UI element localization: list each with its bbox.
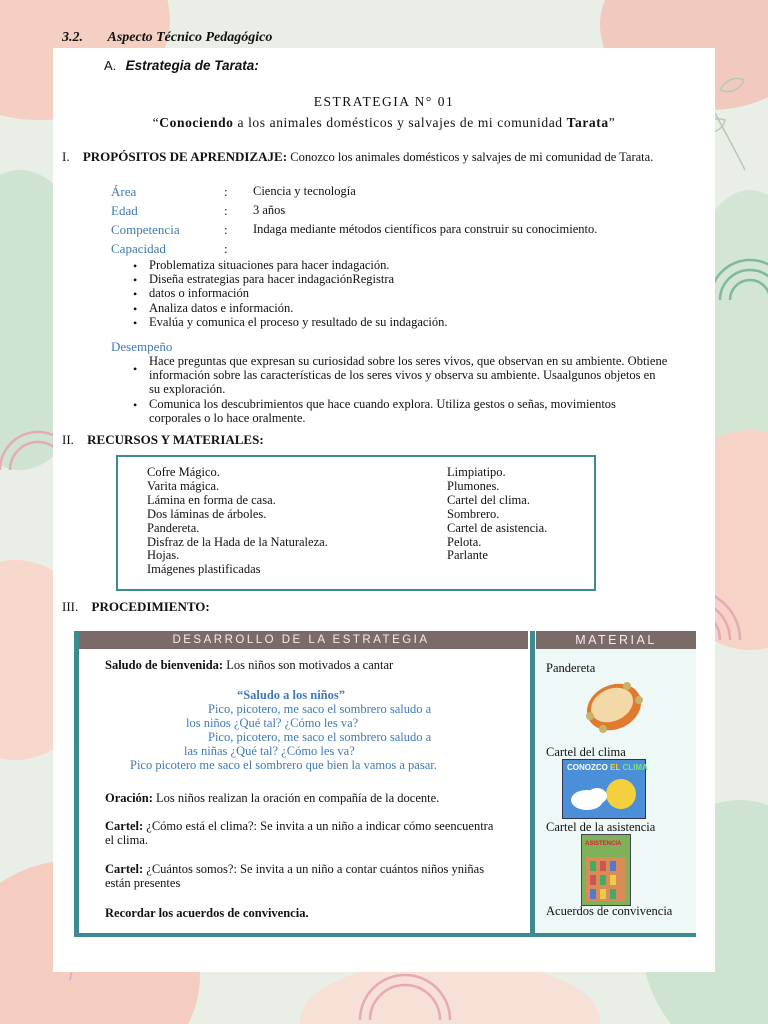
poster-text: ASISTENCIA: [585, 841, 622, 847]
list-item: • Problematiza situaciones para hacer indagación.: [133, 258, 390, 273]
procedure-heading: [62, 599, 210, 615]
purposes-numeral: I.: [62, 149, 70, 164]
material-label: Cartel del clima: [546, 745, 626, 759]
performance-line: su exploración.: [149, 382, 226, 397]
purposes-text: Conozco los animales domésticos y salvajes de mi comunidad de Tarata.: [290, 150, 654, 164]
count-text: [105, 862, 484, 890]
info-separator: :: [224, 222, 228, 237]
resources-left-list: [147, 466, 328, 577]
strategy-title: [53, 115, 715, 131]
greeting-label: Saludo de bienvenida:: [105, 658, 224, 672]
count-detail: ¿Cuántos somos?: Se invita a un niño a contar cuántos niños yniñas: [143, 862, 485, 876]
table-header-strategy: DESARROLLO DE LA ESTRATEGIA: [74, 631, 528, 649]
info-value: 3 años: [253, 203, 286, 217]
performance-line: Comunica los descubrimientos que hace cuando explora. Utiliza gestos o señas, movimientos: [149, 396, 616, 411]
list-item: • datos o información: [133, 286, 249, 302]
subsection-letter: A.: [104, 58, 117, 73]
section-heading: [62, 30, 272, 46]
resource-item: Lámina en forma de casa.: [147, 492, 276, 507]
performance-line: información sobre las características de los seres vivos y observa su ambiente. Usaalgunos objetos en: [149, 368, 656, 383]
subsection-title: Estrategia de Tarata:: [125, 58, 259, 73]
song-line: los niños ¿Qué tal? ¿Cómo les va?: [186, 716, 359, 730]
prayer-detail: Los niños realizan la oración en compañía de la docente.: [152, 791, 440, 805]
resources-right-list: [447, 466, 547, 563]
resource-item: Cartel de asistencia.: [447, 520, 548, 535]
resources-label: RECURSOS Y MATERIALES:: [87, 432, 264, 447]
info-label: Capacidad: [111, 241, 166, 256]
tambourine-image: [581, 676, 647, 738]
resources-numeral: II.: [62, 432, 74, 447]
strategy-heading: ESTRATEGIA N° 01: [313, 94, 455, 109]
resource-item: Sombrero.: [447, 506, 500, 521]
resource-item: Cartel del clima.: [447, 492, 530, 507]
list-item: • Comunica los descubrimientos que hace cuando explora. Utiliza gestos o señas, movimientos corporales o lo hace oralmente.: [131, 397, 709, 425]
strategy-title-place: Tarata: [566, 115, 609, 130]
table-left-border: [74, 631, 79, 937]
prayer-text: [105, 791, 439, 806]
procedure-label: PROCEDIMIENTO:: [91, 599, 210, 614]
list-item: • Diseña estrategias para hacer indagaciónRegistra: [133, 272, 395, 288]
resource-item: Dos láminas de árboles.: [147, 506, 267, 521]
resource-item: Hojas.: [147, 548, 180, 563]
performance-label: Desempeño: [111, 339, 173, 354]
capacity-text: Evalúa y comunica el proceso y resultado de su indagación.: [149, 314, 448, 329]
list-item: • Analiza datos e información.: [133, 300, 294, 316]
weather-detail-cont: el clima.: [105, 833, 149, 847]
song-title: “Saludo a los niños”: [236, 688, 346, 702]
capacity-text: Diseña estrategias para hacer indagaciónRegistra: [149, 272, 395, 287]
performance-line: Hace preguntas que expresan su curiosidad sobre los seres vivos, que observan en su ambiente. Obtiene: [149, 354, 668, 368]
performance-list: [131, 354, 709, 425]
song-line: las niñas ¿Qué tal? ¿Cómo les va?: [184, 744, 355, 758]
info-label: Competencia: [111, 222, 180, 237]
procedure-numeral: III.: [62, 599, 79, 614]
info-separator: :: [224, 203, 228, 218]
info-label: Edad: [111, 203, 138, 218]
info-separator: :: [224, 184, 228, 199]
section-title: Aspecto Técnico Pedagógico: [107, 30, 273, 45]
open-quote: “: [152, 115, 160, 130]
list-item: • Evalúa y comunica el proceso y resultado de su indagación.: [133, 314, 448, 330]
weather-detail: ¿Cómo está el clima?: Se invita a un niño a indicar cómo seencuentra: [143, 819, 494, 833]
section-number: 3.2.: [62, 30, 83, 45]
close-quote: ”: [608, 115, 616, 130]
resources-heading: [62, 432, 264, 448]
purposes-line: [62, 149, 653, 165]
resource-item: Plumones.: [447, 478, 500, 493]
capacity-text: datos o información: [149, 286, 249, 301]
info-label: Área: [111, 184, 137, 199]
table-header-material: MATERIAL: [536, 631, 696, 649]
document-page: [53, 48, 715, 972]
resource-item: Varita mágica.: [147, 478, 220, 493]
material-label: Acuerdos de convivencia: [546, 904, 673, 918]
resource-item: Pelota.: [447, 534, 482, 549]
greeting-detail: Los niños son motivados a cantar: [223, 658, 394, 672]
capacity-list: [131, 258, 448, 329]
info-value: Indaga mediante métodos científicos para construir su conocimiento.: [253, 222, 598, 236]
prayer-label: Oración:: [105, 791, 153, 805]
greeting-text: [105, 658, 393, 673]
subsection-heading: [104, 58, 259, 74]
resource-item: Disfraz de la Hada de la Naturaleza.: [147, 534, 328, 549]
material-label: Cartel de la asistencia: [546, 820, 656, 834]
strategy-title-bold: Conociendo: [159, 115, 234, 130]
weather-poster-image: [562, 759, 646, 819]
purposes-label: PROPÓSITOS DE APRENDIZAJE:: [82, 149, 288, 164]
weather-label: Cartel:: [105, 819, 144, 833]
poster-text: CONOZCO EL CLIMA: [567, 763, 648, 772]
info-value: Ciencia y tecnología: [253, 184, 356, 198]
song-line: Pico, picotero, me saco el sombrero saludo a: [208, 730, 432, 744]
performance-line: corporales o lo hace oralmente.: [149, 410, 306, 425]
resource-item: Pandereta.: [147, 520, 200, 535]
capacity-text: Analiza datos e información.: [149, 300, 294, 315]
song-line: Pico, picotero, me saco el sombrero saludo a: [208, 702, 432, 716]
resource-item: Cofre Mágico.: [147, 465, 220, 479]
strategy-title-text: a los animales domésticos y salvajes de mi comunidad: [233, 115, 567, 130]
resource-item: Imágenes plastificadas: [147, 562, 261, 577]
info-separator: :: [224, 241, 228, 256]
table-bottom-border: [74, 933, 696, 937]
resource-item: Parlante: [447, 548, 488, 563]
list-item: • Hace preguntas que expresan su curiosidad sobre los seres vivos, que observan en su ambiente. Obtiene información sobre las características de los seres vivos y observa su ambiente. Usaalgunos objetos en su exploración.: [131, 354, 709, 397]
weather-text: [105, 819, 493, 847]
song-line: Pico picotero me saco el sombrero que bien la vamos a pasar.: [130, 758, 437, 772]
capacity-text: Problematiza situaciones para hacer indagación.: [149, 258, 390, 272]
agreements-text: Recordar los acuerdos de convivencia.: [105, 906, 309, 920]
attendance-poster-image: [581, 834, 631, 906]
resource-item: Limpiatipo.: [447, 465, 506, 479]
material-label: Pandereta: [546, 661, 596, 675]
count-label: Cartel:: [105, 862, 144, 876]
count-detail-cont: están presentes: [105, 876, 181, 890]
resources-box: [116, 455, 596, 591]
